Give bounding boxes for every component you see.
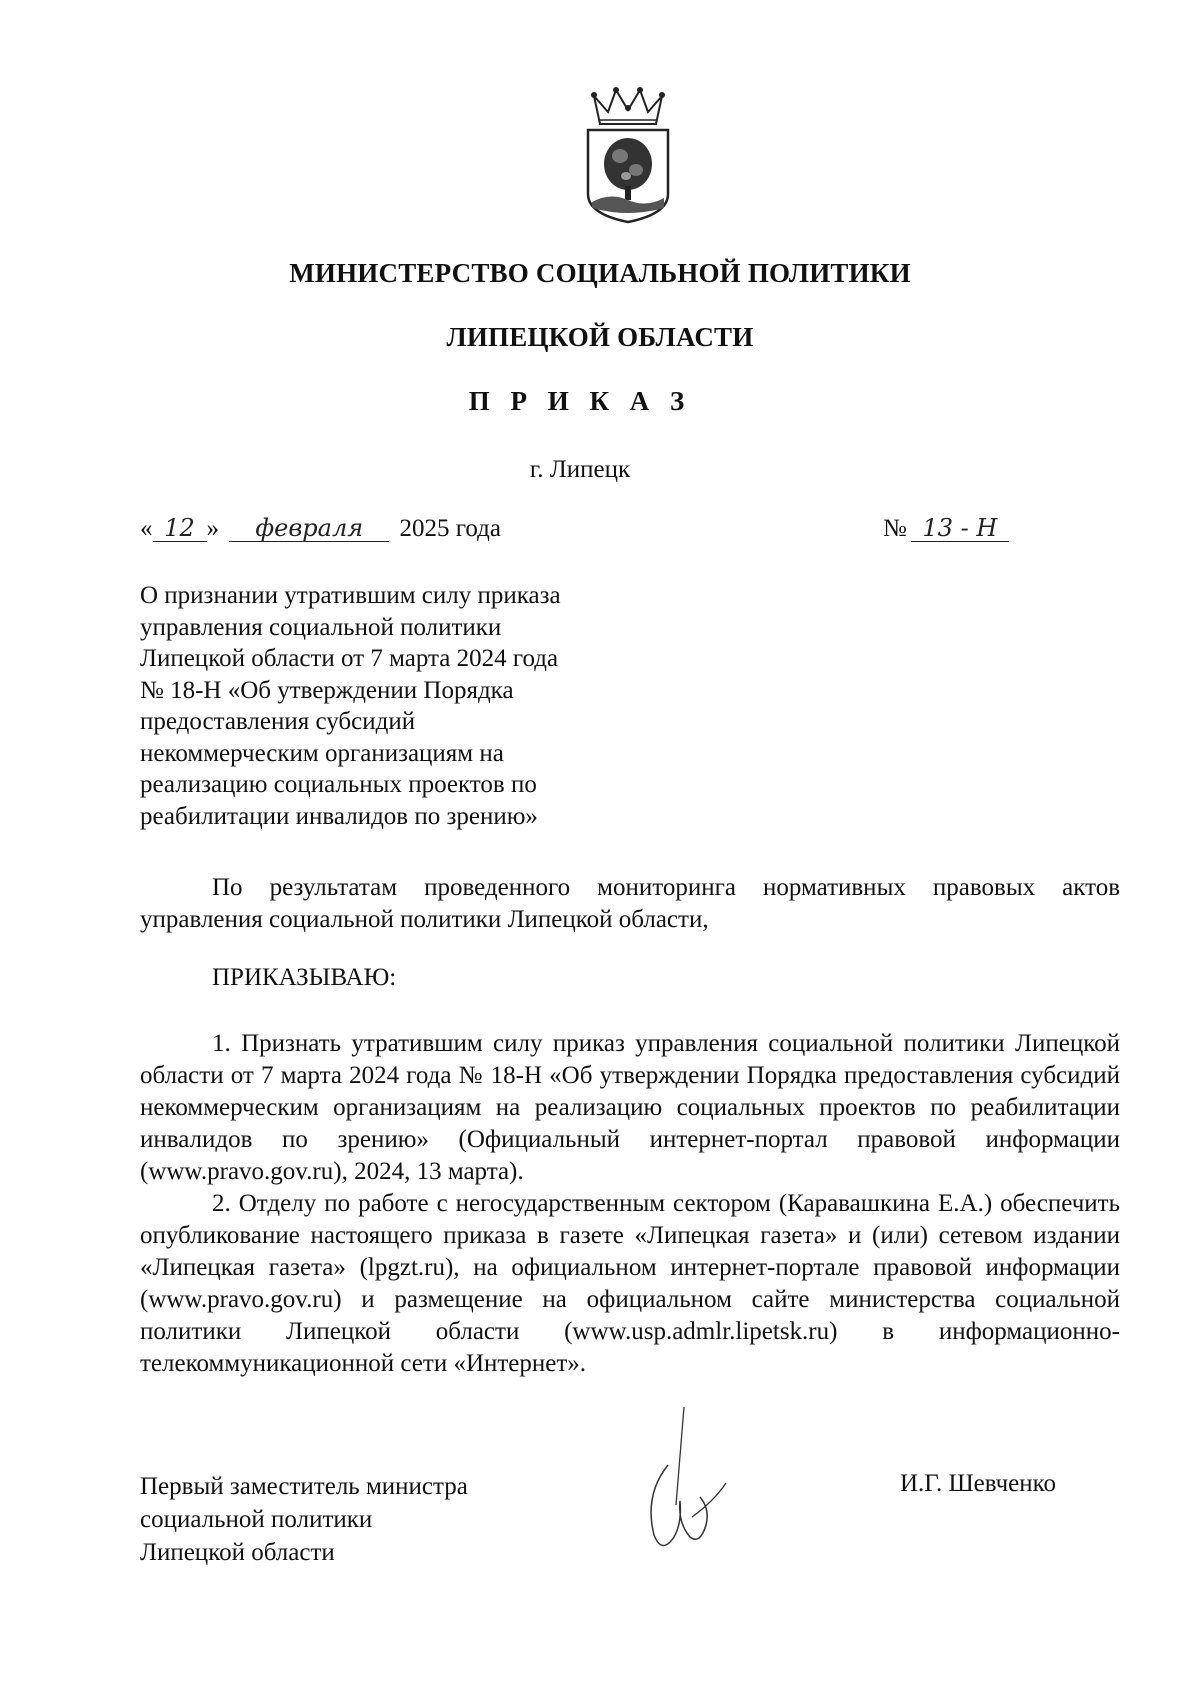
- number-label: №: [883, 515, 907, 542]
- document-city: г. Липецк: [529, 456, 631, 483]
- handwritten-signature: [640, 1405, 750, 1555]
- subject-line: О признании утратившим силу приказа: [140, 582, 561, 609]
- signer-name: И.Г. Шевченко: [900, 1470, 1057, 1497]
- signer-position-line: социальной политики: [140, 1506, 373, 1533]
- document-subject: [140, 580, 660, 832]
- order-items: [140, 1028, 1120, 1380]
- ministry-name-line2: ЛИПЕЦКОЙ ОБЛАСТИ: [446, 322, 754, 352]
- number-value-handwritten: 13 - Н: [911, 515, 1009, 542]
- document-date: [140, 515, 501, 543]
- signer-position-line: Первый заместитель министра: [140, 1473, 468, 1500]
- intro-paragraph: По результатам проведенного мониторинга нормативных правовых актов управления социальной политики Липецкой области,: [140, 874, 1120, 933]
- order-item-1: 1. Признать утратившим силу приказ управления социальной политики Липецкой области от 7 марта 2024 года № 18-Н «Об утверждении Порядка предоставления субсидий некоммерческим организациям на реализацию социальных проектов по реабилитации инвалидов по зрению» (Официальный интернет-портал правовой информации (www.pravo.gov.ru), 2024, 13 марта).: [140, 1030, 1120, 1185]
- order-word: ПРИКАЗЫВАЮ:: [212, 964, 397, 991]
- order-item-2: 2. Отделу по работе с негосударственным сектором (Каравашкина Е.А.) обеспечить опубликование настоящего приказа в газете «Липецкая газета» и (или) сетевом издании «Липецкая газета» (lpgzt.ru), на официальном интернет-портале правовой информации (www.pravo.gov.ru) и размещение на официальном сайте министерства социальной политики Липецкой области (www.usp.admlr.lipetsk.ru) в информационно-телекоммуникационной сети «Интернет».: [140, 1190, 1120, 1377]
- subject-line: реализацию социальных проектов по: [140, 771, 537, 798]
- signer-position-line: Липецкой области: [140, 1539, 335, 1566]
- subject-line: некоммерческим организациям на: [140, 739, 504, 767]
- date-year: 2025 года: [399, 515, 501, 542]
- date-open-quote: «: [140, 515, 153, 542]
- subject-line: предоставления субсидий: [140, 708, 416, 735]
- ministry-name-line1: МИНИСТЕРСТВО СОЦИАЛЬНОЙ ПОЛИТИКИ: [289, 258, 911, 288]
- subject-line: реабилитации инвалидов по зрению»: [140, 802, 538, 830]
- date-day-handwritten: 12: [153, 515, 207, 542]
- subject-line: управления социальной политики: [140, 613, 502, 641]
- coat-of-arms-icon: [580, 86, 676, 226]
- subject-line: Липецкой области от 7 марта 2024 года: [140, 645, 559, 672]
- document-number: [883, 515, 1009, 543]
- signer-position: [140, 1470, 468, 1569]
- date-month-handwritten: февраля: [229, 515, 389, 542]
- subject-line: № 18-Н «Об утверждении Порядка: [140, 676, 514, 704]
- document-type: П Р И К А З: [468, 386, 692, 416]
- date-close-quote: »: [206, 515, 219, 542]
